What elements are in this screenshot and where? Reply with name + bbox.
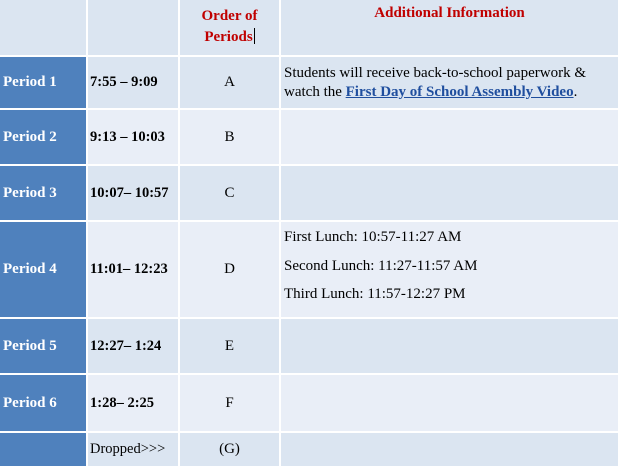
header-period-cell (0, 0, 88, 57)
order-label: C (224, 184, 235, 201)
order-cell (180, 375, 281, 433)
info-text: Students will receive back-to-school paperwork & watch the First Day of School Assembly Video. (284, 64, 586, 100)
lunch-schedule (281, 227, 618, 304)
period-cell (0, 166, 88, 222)
order-cell (180, 319, 281, 375)
order-label: F (225, 394, 234, 411)
period-cell (0, 375, 88, 433)
text-cursor (254, 28, 255, 44)
info-cell (281, 375, 620, 433)
period-label: Period 4 (3, 261, 57, 277)
second-lunch-text: Second Lunch: 11:27-11:57 AM (284, 257, 478, 274)
time-cell (88, 222, 180, 319)
header-info-cell (281, 0, 620, 57)
third-lunch-text: Third Lunch: 11:57-12:27 PM (284, 286, 466, 302)
info-cell (281, 319, 620, 375)
order-label: E (224, 337, 235, 354)
period-cell (0, 110, 88, 166)
period-label: Period 6 (3, 394, 57, 411)
period-label: Period 5 (3, 337, 57, 354)
time-label: 7:55 – 9:09 (90, 74, 158, 90)
order-cell (180, 433, 281, 468)
header-additional-information: Additional Information (374, 5, 525, 21)
table-row (0, 375, 620, 433)
dropped-label: Dropped>>> (90, 441, 166, 457)
table-row (0, 433, 620, 468)
order-cell (180, 57, 281, 110)
header-order-of-periods: Order of Periods (201, 7, 258, 45)
info-cell (281, 222, 620, 319)
time-label: 12:27– 1:24 (90, 337, 162, 354)
order-label: (G) (219, 441, 240, 457)
period-cell (0, 57, 88, 110)
period-label: Period 1 (3, 74, 57, 90)
order-cell (180, 110, 281, 166)
header-order-cell (180, 0, 281, 57)
time-cell (88, 319, 180, 375)
period-label: Period 2 (3, 128, 57, 145)
time-cell (88, 57, 180, 110)
info-cell (281, 57, 620, 110)
time-label: 9:13 – 10:03 (90, 128, 165, 145)
period-cell (0, 222, 88, 319)
time-label: 10:07– 10:57 (90, 184, 169, 201)
header-row (0, 0, 620, 57)
first-lunch-text: First Lunch: 10:57-11:27 AM (284, 229, 462, 245)
order-label: B (224, 128, 235, 145)
info-cell (281, 110, 620, 166)
order-label: A (224, 74, 235, 90)
time-label: 1:28– 2:25 (90, 394, 155, 411)
header-time-cell (88, 0, 180, 57)
table-row (0, 57, 620, 110)
time-label: 11:01– 12:23 (90, 261, 168, 277)
time-cell (88, 375, 180, 433)
period-label: Period 3 (3, 184, 57, 201)
table-row (0, 166, 620, 222)
period-cell (0, 319, 88, 375)
table-row (0, 222, 620, 319)
time-cell (88, 166, 180, 222)
info-cell (281, 166, 620, 222)
table-row (0, 319, 620, 375)
time-cell (88, 433, 180, 468)
assembly-video-link[interactable]: First Day of School Assembly Video (345, 83, 574, 100)
table-row (0, 110, 620, 166)
order-label: D (224, 261, 235, 277)
info-cell (281, 433, 620, 468)
period-cell (0, 433, 88, 468)
time-cell (88, 110, 180, 166)
order-cell (180, 222, 281, 319)
order-cell (180, 166, 281, 222)
